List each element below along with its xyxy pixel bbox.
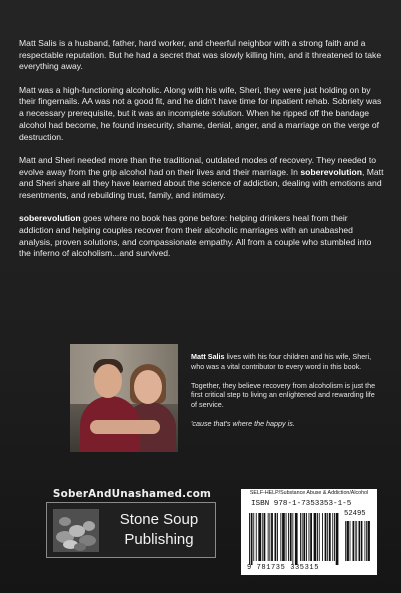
bio-quote: 'cause that's where the happy is. [191,418,295,428]
barcode-bar [309,513,310,561]
author-photo [70,344,178,452]
price-barcode-bar [365,521,366,561]
barcode-bar [306,513,307,561]
price-barcode-bar [368,521,370,561]
price-barcode-bar [345,521,346,561]
author-bio [191,352,376,438]
barcode-bar [253,513,254,561]
blurb-paragraph-2: Matt was a high-functioning alcoholic. Along with his wife, Sheri, they were just holding on by their fingernails. AA was not a good fit, and he didn't have time for inpatient rehab. Sobriety was a necessary prerequisite, but it was an incomplete solution. When he ripped off the bandage alcohol had become, he found insecurity, shame, denial, anger, and a marriage on the verge of destruction. [19,84,382,142]
bio-p1-text: lives with his four children and his wife, Sheri, who was a vital contributor to every word in this book. [191,352,372,371]
publisher-name-line-2: Publishing [124,531,194,548]
price-code: 52495 [344,510,366,518]
price-barcode-bar [353,521,355,561]
barcode-bar [288,513,289,561]
isbn-label: ISBN 978-1-7353353-1-5 [251,500,352,508]
price-barcode-bar [359,521,361,561]
blurb-paragraph-4 [19,213,384,260]
back-cover-blurb [19,38,384,272]
barcode-bar [322,513,323,561]
blurb-p3-text-a: Matt and Sheri needed more than the traditional, outdated modes of recovery. They needed to evolve away from the grip alcohol had on their lives and their marriage. In [19,154,377,177]
barcode-bar [262,513,263,561]
publisher-name [105,510,213,550]
blurb-p4-text: goes where no book has gone before: helping drinkers heal from their addiction and helping couples recover from their alcoholic marriages with an unabashed analysis, proven solutions, and compassionate empathy. All from a couple who stumbled into the inferno of alcoholism...and survived. [19,213,372,259]
barcode-bar [258,513,261,561]
barcode-bar [329,513,331,561]
price-barcode-bar [366,521,367,561]
barcode-bar [275,513,277,561]
barcode-bar [269,513,270,561]
price-barcode-bar [347,521,349,561]
barcode-bar [249,513,250,565]
bisac-category: SELF-HELP/Substance Abuse & Addiction/Alcohol [249,490,369,496]
book-title-inline: soberevolution [300,166,362,177]
blurb-paragraph-3 [19,155,384,202]
bio-paragraph-2: Together, they believe recovery from alcoholism is just the first critical step to living an enlightened and rewarding life of service. [191,380,376,410]
blurb-paragraph-1: Matt Salis is a husband, father, hard worker, and cheerful neighbor with a strong faith and a respectable reputation. But he had a secret that was slowly killing him, and it threatened to take everything away. [19,38,382,72]
barcode-bar [292,513,293,565]
book-title-inline-2: soberevolution [19,213,81,224]
barcode-bar [325,513,327,561]
barcode-bar [256,513,257,561]
bio-paragraph-1 [191,352,376,372]
barcode-bar [282,513,285,561]
stones-logo-icon [53,509,99,552]
barcode-bar [303,513,305,561]
price-barcode-bar [350,521,351,561]
barcode-bar [286,513,287,561]
barcode-bar [251,513,253,565]
barcode-bar [295,513,298,565]
barcode-bar [290,513,292,561]
barcode-bar [300,513,301,561]
publisher-name-line-1: Stone Soup [119,511,199,528]
barcode-bar [334,513,335,561]
barcode-bar [310,513,312,561]
barcode-bar [314,513,317,561]
barcode-bar [336,513,339,565]
barcode-bar [317,513,318,561]
barcode-bar [268,513,269,561]
publisher-logo-box [46,502,216,558]
barcode-bar [280,513,281,561]
website-url[interactable]: SoberAndUnashamed.com [52,488,212,500]
barcode-bar [332,513,333,561]
price-barcode-bar [361,521,363,561]
blurb-p3-text-b: , Matt and Sheri share all they have learned about the science of addiction, dealing with emotions and resentments, and rebuilding trust, family, and intimacy. [19,166,384,200]
barcode-bar [277,513,278,561]
barcode-bar [302,513,303,561]
barcode-bar [327,513,328,561]
price-barcode-bar [355,521,356,561]
price-barcode-bar [356,521,357,561]
barcode-bar [264,513,266,561]
ean-digits: 9 781735 335315 [247,564,320,572]
barcode-panel [241,489,377,575]
barcode-bar [319,513,320,561]
author-name: Matt Salis [191,352,225,361]
barcode-bar [271,513,273,561]
